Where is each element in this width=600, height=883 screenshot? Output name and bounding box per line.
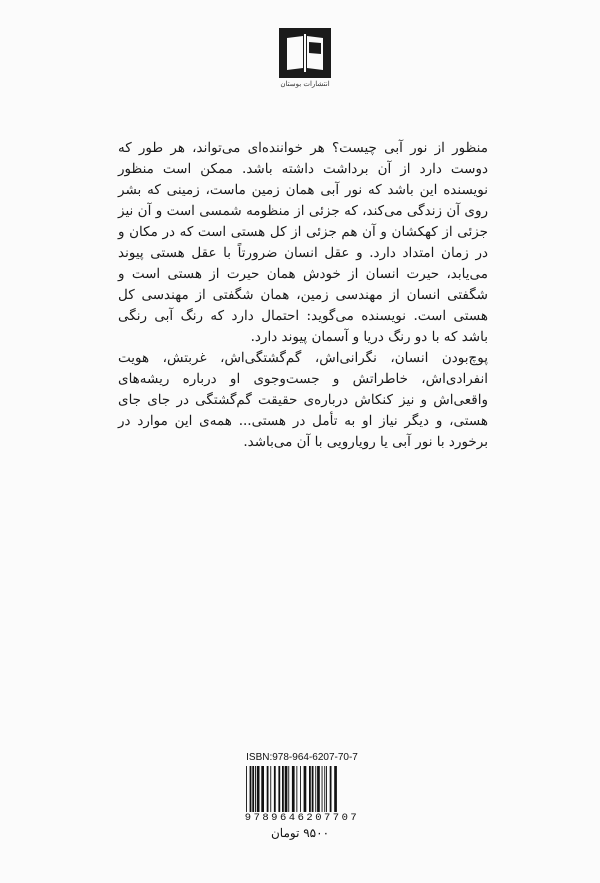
- barcode-bar: [288, 766, 289, 812]
- barcode-bar: [267, 766, 269, 812]
- barcode-bar: [270, 766, 271, 812]
- price: ۹۵۰۰ تومان: [270, 826, 330, 840]
- barcode-bar: [322, 766, 323, 812]
- barcode-digits: 9789646207707: [244, 812, 360, 824]
- blurb-paragraph-1: منظور از نور آبی چیست؟ هر خواننده‌ای می‌تواند، هر طور که دوست دارد از آن برداشت داشته باشد. ممکن است منظور نویسنده این باشد که نور آبی همان زمین ماست، زمینی که بشر روی آن زندگی می‌کند، که جزئی از منظومه شمسی است و آن نیز جزئی از کهکشان و آن هم جزئی از کل هستی است که در مکان و در زمان امتداد دارد. و عقل انسان ضرورتاً با عقل هستی پیوند می‌یابد، حیرت انسان از خودش همان حیرت از هستی است و شگفتی انسان از مهندسی زمین، همان شگفتی از مهندسی کل هستی است. نویسنده می‌گوید: احتمال دارد که رنگ آبی رنگی باشد که با دو رنگ دریا و آسمان پیوند دارد.: [118, 140, 488, 345]
- barcode-bar: [324, 766, 325, 812]
- isbn-label: ISBN:978-964-6207-70-7: [246, 752, 358, 763]
- barcode-bar: [261, 766, 264, 812]
- blurb-paragraph-2: پوچ‌بودن انسان، نگرانی‌اش، گم‌گشتگی‌اش، غربتش، هویت انفرادی‌اش، خاطراتش و جست‌وجوی او درباره ریشه‌های واقعی‌اش و نیز کنکاش درباره‌ی حقیقت گم‌گشتگی در جای جای هستی، و دیگر نیاز او به تأمل در هستی... همه‌ی این موارد در برخورد با نور آبی یا رویارویی با آن می‌باشد.: [118, 350, 488, 450]
- barcode-bar: [304, 766, 307, 812]
- barcode-bar: [250, 766, 252, 812]
- barcode-bar: [296, 766, 297, 812]
- publisher-name: انتشارات بوستان: [280, 80, 330, 88]
- barcode-icon: [244, 766, 360, 812]
- barcode-bar: [282, 766, 284, 812]
- barcode-bar: [252, 766, 254, 812]
- publisher-logo-icon: [279, 28, 331, 78]
- barcode-bar: [326, 766, 327, 812]
- barcode-bar: [317, 766, 320, 812]
- barcode-bar: [330, 766, 332, 812]
- barcode-bar: [292, 766, 295, 812]
- barcode-bar: [300, 766, 301, 812]
- barcode-bar: [255, 766, 256, 812]
- barcode-bar: [315, 766, 316, 812]
- back-cover-blurb: [118, 138, 488, 453]
- barcode-bar: [246, 766, 247, 812]
- barcode-bar: [334, 766, 337, 812]
- barcode-bar: [285, 766, 288, 812]
- barcode-bar: [309, 766, 311, 812]
- barcode-bar: [312, 766, 314, 812]
- barcode-bar: [274, 766, 276, 812]
- barcode-bar: [278, 766, 280, 812]
- barcode-bar: [257, 766, 260, 812]
